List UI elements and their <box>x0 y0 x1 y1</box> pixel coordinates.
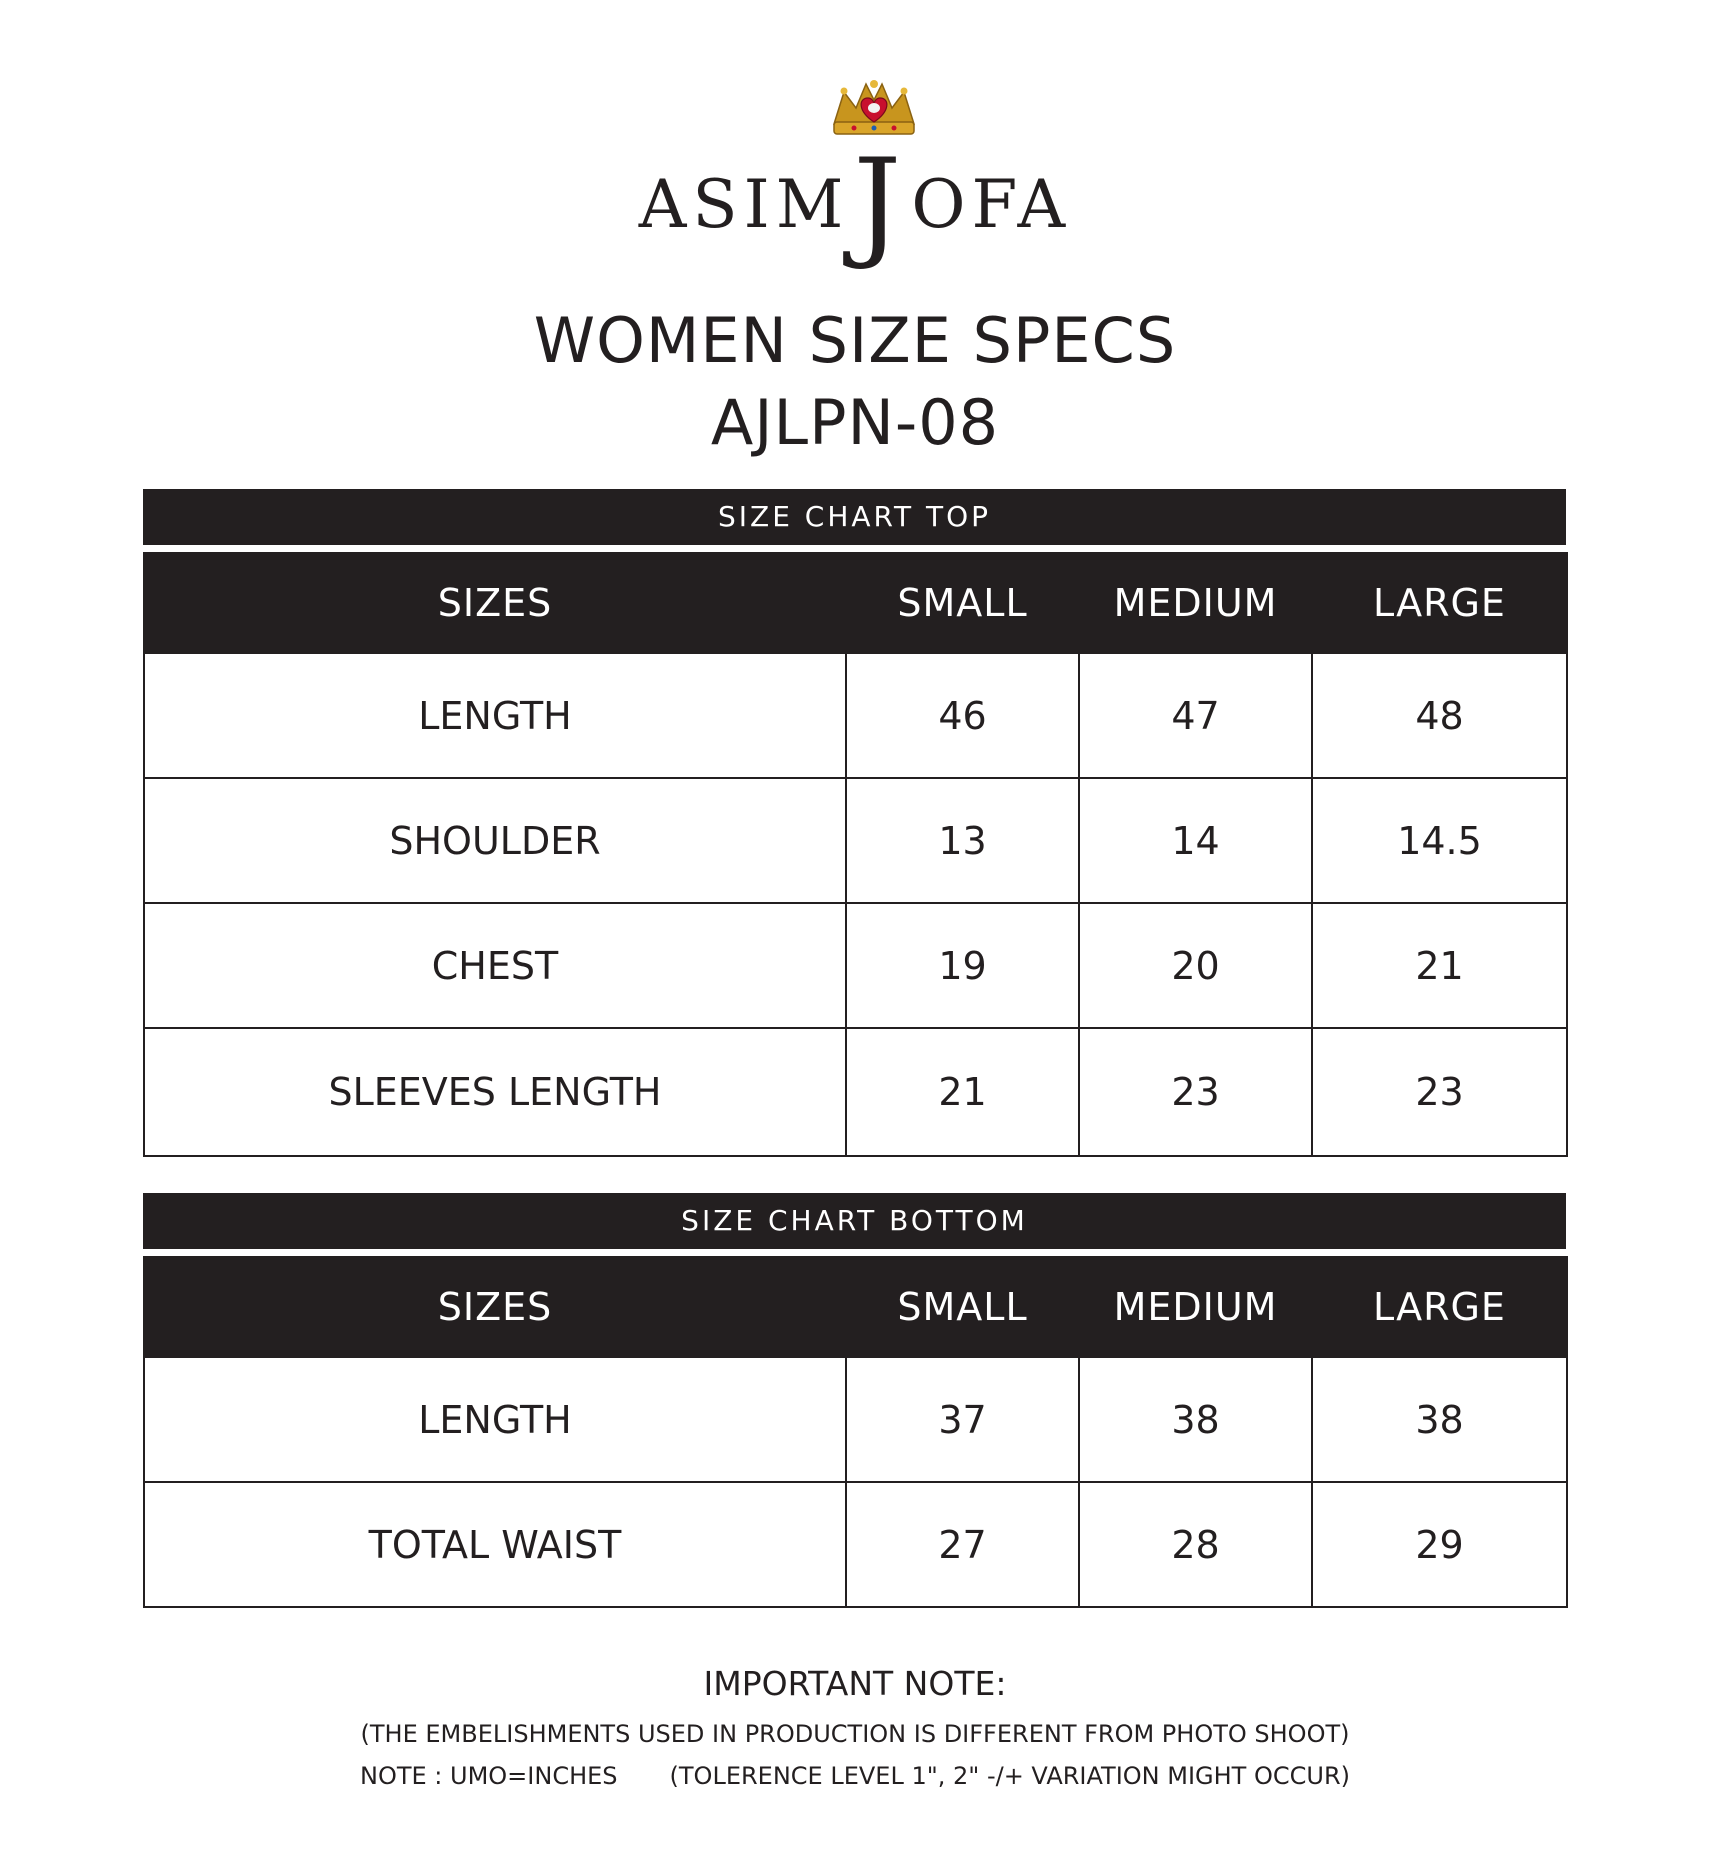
table-cell: 23 <box>1312 1028 1567 1156</box>
crown-heart-emblem-icon <box>828 78 920 140</box>
table-header-row <box>144 553 1567 653</box>
brand-logo <box>0 78 1710 273</box>
unit-note: NOTE : UMO=INCHES <box>360 1762 618 1790</box>
column-header: SIZES <box>144 1257 846 1357</box>
table-cell: 19 <box>846 903 1079 1028</box>
table-cell: 13 <box>846 778 1079 903</box>
bottom-chart-heading: SIZE CHART BOTTOM <box>143 1193 1566 1249</box>
table-row <box>144 1482 1567 1607</box>
table-row <box>144 1357 1567 1482</box>
table-row <box>144 903 1567 1028</box>
top-chart-heading: SIZE CHART TOP <box>143 489 1566 545</box>
table-header-row <box>144 1257 1567 1357</box>
measurement-label: TOTAL WAIST <box>144 1482 846 1607</box>
column-header: LARGE <box>1312 553 1567 653</box>
table-cell: 48 <box>1312 653 1567 778</box>
table-cell: 21 <box>846 1028 1079 1156</box>
table-cell: 47 <box>1079 653 1312 778</box>
table-cell: 37 <box>846 1357 1079 1482</box>
table-cell: 46 <box>846 653 1079 778</box>
table-cell: 21 <box>1312 903 1567 1028</box>
table-cell: 38 <box>1079 1357 1312 1482</box>
column-header: SMALL <box>846 1257 1079 1357</box>
measurement-label: SLEEVES LENGTH <box>144 1028 846 1156</box>
table-cell: 28 <box>1079 1482 1312 1607</box>
table-cell: 14.5 <box>1312 778 1567 903</box>
column-header: SIZES <box>144 553 846 653</box>
tolerance-note: (TOLERENCE LEVEL 1", 2" -/+ VARIATION MIGHT OCCUR) <box>669 1762 1350 1790</box>
brand-wordmark-j: J <box>853 134 908 273</box>
embellishment-note: (THE EMBELISHMENTS USED IN PRODUCTION IS DIFFERENT FROM PHOTO SHOOT) <box>360 1720 1350 1748</box>
measurement-note <box>0 1762 1710 1790</box>
table-cell: 27 <box>846 1482 1079 1607</box>
brand-wordmark-right: OFA <box>911 166 1072 243</box>
table-cell: 29 <box>1312 1482 1567 1607</box>
brand-wordmark <box>0 134 1710 273</box>
page-title: WOMEN SIZE SPECS <box>533 304 1177 377</box>
bottom-size-table <box>143 1256 1568 1608</box>
table-row <box>144 1028 1567 1156</box>
column-header: SMALL <box>846 553 1079 653</box>
measurement-label: SHOULDER <box>144 778 846 903</box>
table-cell: 38 <box>1312 1357 1567 1482</box>
column-header: MEDIUM <box>1079 1257 1312 1357</box>
product-code: AJLPN-08 <box>710 386 1000 459</box>
table-cell: 14 <box>1079 778 1312 903</box>
measurement-label: CHEST <box>144 903 846 1028</box>
top-size-table <box>143 552 1568 1157</box>
important-note-title: IMPORTANT NOTE: <box>703 1664 1007 1703</box>
measurement-label: LENGTH <box>144 653 846 778</box>
table-row <box>144 778 1567 903</box>
table-cell: 20 <box>1079 903 1312 1028</box>
column-header: MEDIUM <box>1079 553 1312 653</box>
measurement-label: LENGTH <box>144 1357 846 1482</box>
table-row <box>144 653 1567 778</box>
table-cell: 23 <box>1079 1028 1312 1156</box>
column-header: LARGE <box>1312 1257 1567 1357</box>
brand-wordmark-left: ASIM <box>638 166 850 243</box>
